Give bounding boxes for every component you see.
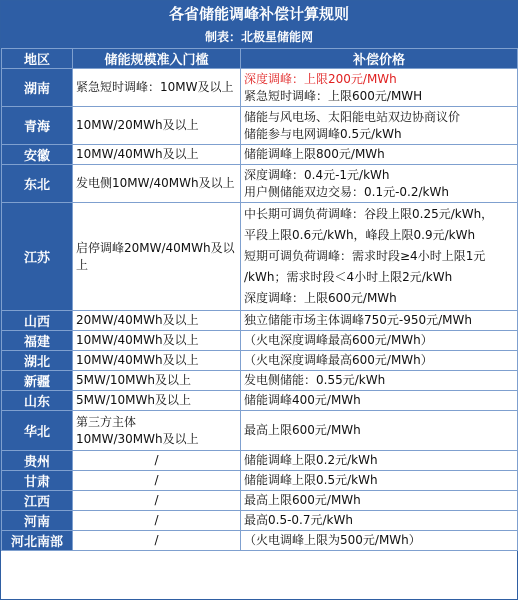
compensation-table: [1, 48, 518, 551]
threshold-cell: 10MW/40MWh及以上: [73, 145, 241, 165]
region-cell: 福建: [2, 331, 73, 351]
price-line: 平段上限0.6元/kWh，峰段上限0.9元/kWh: [244, 228, 476, 242]
price-line: 深度调峰：0.4元-1元/kWh: [244, 167, 390, 182]
price-cell: 最高上限600元/MWh: [241, 411, 518, 451]
table-row: [2, 531, 518, 551]
threshold-cell: /: [73, 511, 241, 531]
table-row: [2, 145, 518, 165]
price-cell: [241, 107, 518, 145]
threshold-cell: /: [73, 491, 241, 511]
price-cell: 储能调峰上限800元/MWh: [241, 145, 518, 165]
price-cell: 储能调峰400元/MWh: [241, 391, 518, 411]
threshold-cell: 紧急短时调峰：10MW及以上: [73, 69, 241, 107]
header-threshold: 储能规模准入门槛: [73, 49, 241, 69]
threshold-cell: 20MW/40MWh及以上: [73, 311, 241, 331]
threshold-cell: 10MW/20MWh及以上: [73, 107, 241, 145]
region-cell: 湖南: [2, 69, 73, 107]
threshold-cell: 10MW/40MWh及以上: [73, 351, 241, 371]
region-cell: 青海: [2, 107, 73, 145]
table-row: [2, 69, 518, 107]
price-line: 深度调峰：上限200元/MWh: [244, 71, 397, 86]
price-cell: （火电深度调峰最高600元/MWh）: [241, 351, 518, 371]
threshold-cell: [73, 411, 241, 451]
region-cell: 江苏: [2, 203, 73, 311]
threshold-cell: /: [73, 471, 241, 491]
price-cell: [241, 69, 518, 107]
price-line: 储能与风电场、太阳能电站双边协商议价: [244, 109, 461, 124]
price-cell: 最高上限600元/MWh: [241, 491, 518, 511]
region-cell: 华北: [2, 411, 73, 451]
price-line: 用户侧储能双边交易：0.1元-0.2/kWh: [244, 184, 449, 199]
threshold-cell: 5MW/10MWh及以上: [73, 391, 241, 411]
region-cell: 安徽: [2, 145, 73, 165]
price-cell: 独立储能市场主体调峰750元-950元/MWh: [241, 311, 518, 331]
header-price: 补偿价格: [241, 49, 518, 69]
table-row: [2, 391, 518, 411]
price-line: 储能参与电网调峰0.5元/kWh: [244, 126, 402, 141]
price-cell: 储能调峰上限0.5元/kWh: [241, 471, 518, 491]
table-row: [2, 351, 518, 371]
threshold-cell: 5MW/10MWh及以上: [73, 371, 241, 391]
threshold-cell: 启停调峰20MW/40MWh及以上: [73, 203, 241, 311]
region-cell: 贵州: [2, 451, 73, 471]
price-line: 中长期可调负荷调峰：谷段上限0.25元/kWh，: [244, 207, 494, 221]
threshold-line: 10MW/30MWh及以上: [76, 431, 199, 446]
region-cell: 东北: [2, 165, 73, 203]
price-line: 深度调峰：上限600元/MWh: [244, 291, 397, 305]
price-cell: [241, 165, 518, 203]
region-cell: 江西: [2, 491, 73, 511]
table-row: [2, 451, 518, 471]
price-cell: [241, 203, 518, 311]
header-region: 地区: [2, 49, 73, 69]
table-row: [2, 411, 518, 451]
header-row: [2, 49, 518, 69]
region-cell: 河北南部: [2, 531, 73, 551]
region-cell: 甘肃: [2, 471, 73, 491]
table-row: [2, 371, 518, 391]
region-cell: 山西: [2, 311, 73, 331]
threshold-cell: /: [73, 451, 241, 471]
table-row: [2, 511, 518, 531]
table-title: 各省储能调峰补偿计算规则: [1, 1, 517, 27]
table-row: [2, 107, 518, 145]
threshold-line: 第三方主体: [76, 414, 137, 429]
price-line: 短期可调负荷调峰：需求时段≥4小时上限1元: [244, 249, 486, 263]
table-row: [2, 165, 518, 203]
region-cell: 山东: [2, 391, 73, 411]
threshold-cell: 10MW/40MWh及以上: [73, 331, 241, 351]
region-cell: 湖北: [2, 351, 73, 371]
table-row: [2, 471, 518, 491]
threshold-cell: /: [73, 531, 241, 551]
table-subtitle: 制表：北极星储能网: [1, 27, 517, 48]
price-cell: 最高0.5-0.7元/kWh: [241, 511, 518, 531]
table-row: [2, 491, 518, 511]
region-cell: 新疆: [2, 371, 73, 391]
price-line: /kWh；需求时段＜4小时上限2元/kWh: [244, 270, 453, 284]
price-cell: （火电深度调峰最高600元/MWh）: [241, 331, 518, 351]
price-cell: 储能调峰上限0.2元/kWh: [241, 451, 518, 471]
price-line: 紧急短时调峰：上限600元/MWH: [244, 88, 423, 103]
table-row: [2, 311, 518, 331]
threshold-cell: 发电侧10MW/40MWh及以上: [73, 165, 241, 203]
table-row: [2, 203, 518, 311]
table-row: [2, 331, 518, 351]
price-cell: （火电调峰上限为500元/MWh）: [241, 531, 518, 551]
price-cell: 发电侧储能：0.55元/kWh: [241, 371, 518, 391]
region-cell: 河南: [2, 511, 73, 531]
